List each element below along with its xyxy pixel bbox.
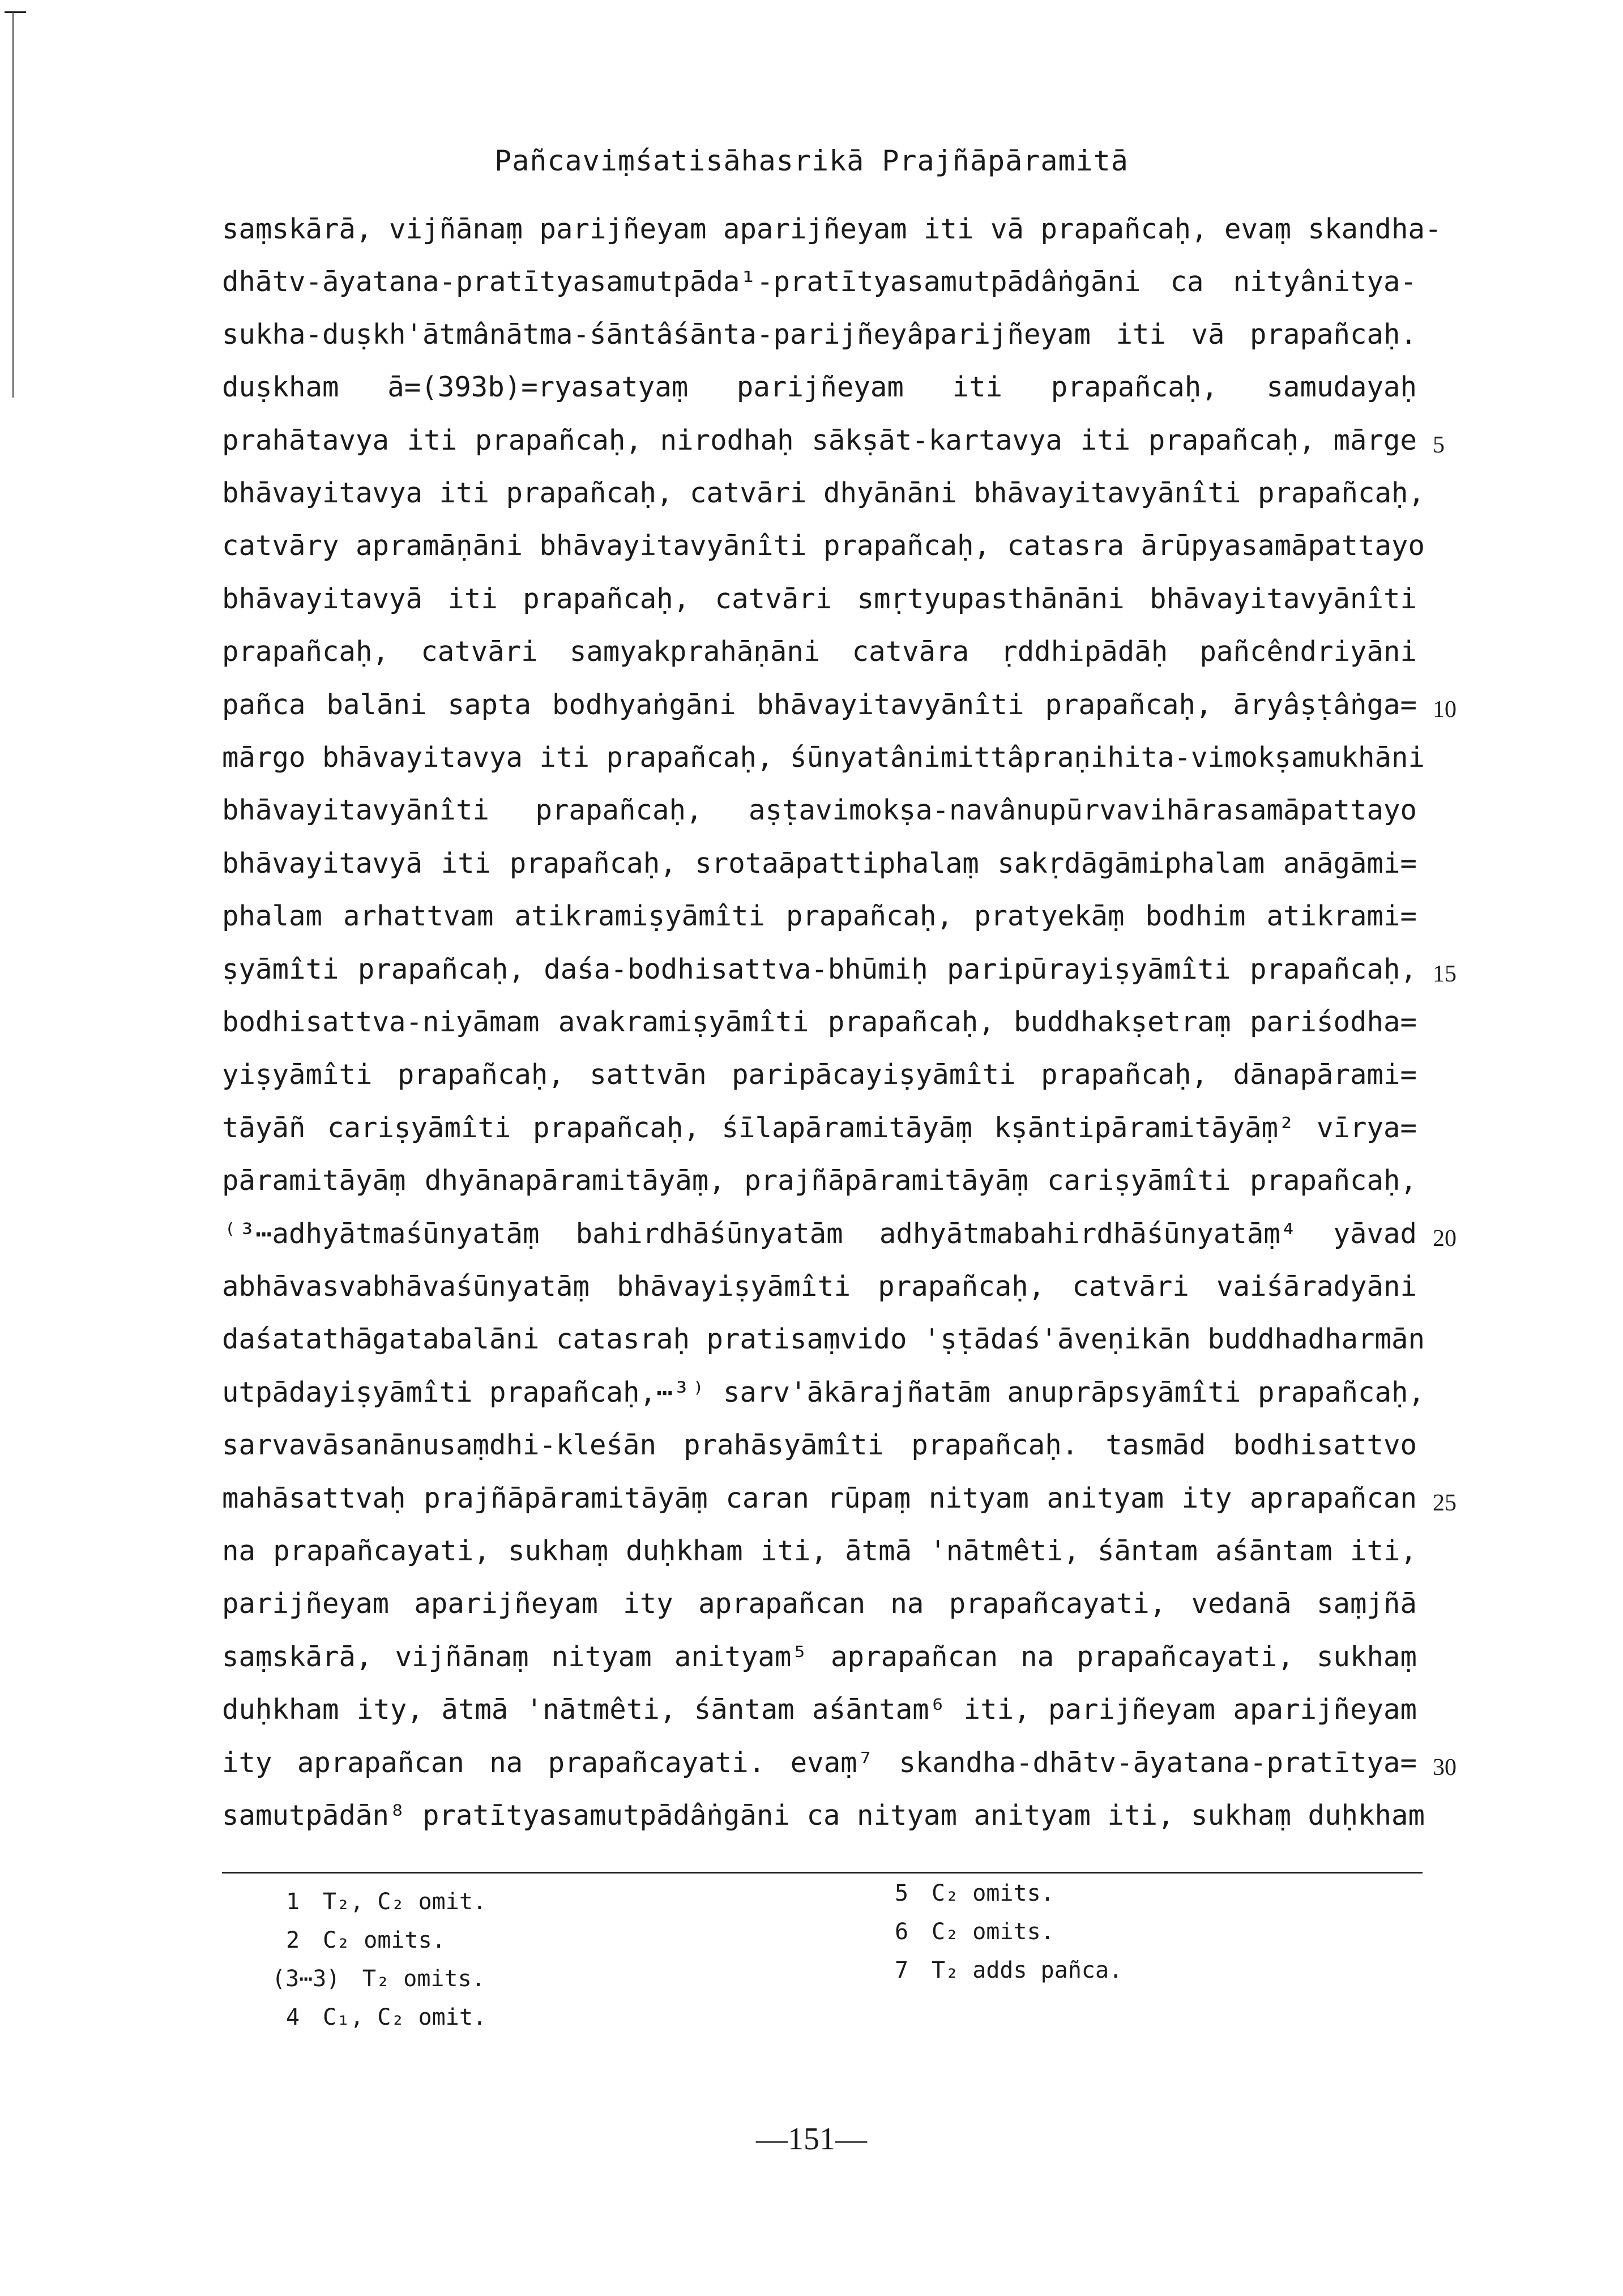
text-line: mārgo bhāvayitavya iti prapañcaḥ, śūnyatânimittâpraṇihita-vimokṣamukhāni bbox=[222, 741, 1425, 774]
footnote-rule bbox=[222, 1872, 1423, 1873]
text-line: mahāsattvaḥ prajñāpāramitāyāṃ caran rūpaṃ nityam anityam ity aprapañcan bbox=[222, 1482, 1417, 1514]
footnote-text: T₂, C₂ omit. bbox=[323, 1889, 486, 1915]
footnote-mark: 4 bbox=[286, 2004, 300, 2030]
text-line: saṃskārā, vijñānaṃ parijñeyam aparijñeyam iti vā prapañcaḥ, evaṃ skandha- bbox=[222, 213, 1442, 245]
text-line: daśatathāgatabalāni catasraḥ pratisaṃvido 'ṣṭādaś'āveṇikān buddhadharmān bbox=[222, 1323, 1425, 1355]
footnote-text: C₂ omits. bbox=[932, 1919, 1054, 1945]
text-line: dhātv-āyatana-pratītyasamutpāda¹-pratītyasamutpādâṅgāni ca nityânitya- bbox=[222, 266, 1417, 298]
margin-line bbox=[12, 12, 14, 398]
text-line: prahātavya iti prapañcaḥ, nirodhaḥ sākṣāt-kartavya iti prapañcaḥ, mārge bbox=[222, 424, 1417, 456]
text-line: utpādayiṣyāmîti prapañcaḥ,⋯³⁾ sarv'ākārajñatām anuprāpsyāmîti prapañcaḥ, bbox=[222, 1376, 1425, 1409]
text-line: sukha-duṣkh'ātmânātma-śāntâśānta-parijñeyâparijñeyam iti vā prapañcaḥ. bbox=[222, 318, 1417, 351]
text-line: samutpādān⁸ pratītyasamutpādâṅgāni ca nityam anityam iti, sukhaṃ duḥkham bbox=[222, 1799, 1425, 1832]
footnote-mark: 5 bbox=[895, 1880, 909, 1906]
text-line: phalam arhattvam atikramiṣyāmîti prapañcaḥ, pratyekāṃ bodhim atikrami= bbox=[222, 900, 1417, 932]
text-line: na prapañcayati, sukhaṃ duḥkham iti, ātmā 'nātmêti, śāntam aśāntam iti, bbox=[222, 1535, 1417, 1567]
text-line: bhāvayitavyā iti prapañcaḥ, catvāri smṛtyupasthānāni bhāvayitavyānîti bbox=[222, 583, 1417, 615]
text-line: duṣkham ā=(393b)=ryasatyaṃ parijñeyam iti prapañcaḥ, samudayaḥ bbox=[222, 371, 1417, 403]
text-line: parijñeyam aparijñeyam ity aprapañcan na prapañcayati, vedanā saṃjñā bbox=[222, 1587, 1417, 1620]
text-line: abhāvasvabhāvaśūnyatāṃ bhāvayiṣyāmîti prapañcaḥ, catvāri vaiśāradyāni bbox=[222, 1270, 1417, 1303]
text-line: bhāvayitavyānîti prapañcaḥ, aṣṭavimokṣa-navânupūrvavihārasamāpattayo bbox=[222, 794, 1417, 826]
text-line: bhāvayitavya iti prapañcaḥ, catvāri dhyānāni bhāvayitavyānîti prapañcaḥ, bbox=[222, 477, 1425, 509]
line-number: 30 bbox=[1433, 1755, 1457, 1781]
text-line: pañca balāni sapta bodhyaṅgāni bhāvayitavyānîti prapañcaḥ, āryâṣṭâṅga= bbox=[222, 689, 1417, 721]
text-line: bodhisattva-niyāmam avakramiṣyāmîti prapañcaḥ, buddhakṣetraṃ pariśodha= bbox=[222, 1006, 1417, 1038]
footnote-mark: (3⋯3) bbox=[272, 1966, 340, 1992]
footnote-mark: 6 bbox=[895, 1919, 909, 1945]
line-number: 10 bbox=[1433, 697, 1457, 723]
text-line: ⁽³⋯adhyātmaśūnyatāṃ bahirdhāśūnyatām adhyātmabahirdhāśūnyatāṃ⁴ yāvad bbox=[222, 1218, 1417, 1250]
footnote-text: T₂ omits. bbox=[362, 1966, 485, 1992]
running-head: Pañcaviṃśatisāhasrikā Prajñāpāramitā bbox=[494, 144, 1129, 177]
footnote-mark: 1 bbox=[286, 1889, 300, 1915]
text-line: yiṣyāmîti prapañcaḥ, sattvān paripācayiṣyāmîti prapañcaḥ, dānapārami= bbox=[222, 1059, 1417, 1091]
line-number: 25 bbox=[1433, 1490, 1457, 1516]
text-line: ity aprapañcan na prapañcayati. evaṃ⁷ skandha-dhātv-āyatana-pratītya= bbox=[222, 1747, 1417, 1779]
text-line: sarvavāsanānusaṃdhi-kleśān prahāsyāmîti prapañcaḥ. tasmād bodhisattvo bbox=[222, 1429, 1417, 1461]
footnote-text: C₁, C₂ omit. bbox=[323, 2004, 486, 2030]
text-line: ṣyāmîti prapañcaḥ, daśa-bodhisattva-bhūmiḥ paripūrayiṣyāmîti prapañcaḥ, bbox=[222, 953, 1417, 985]
footnote-text: C₂ omits. bbox=[323, 1927, 446, 1953]
line-number: 5 bbox=[1433, 432, 1445, 458]
footnote-mark: 2 bbox=[286, 1927, 300, 1953]
footnote-text: C₂ omits. bbox=[932, 1880, 1054, 1906]
text-line: tāyāñ cariṣyāmîti prapañcaḥ, śīlapāramitāyāṃ kṣāntipāramitāyāṃ² vīrya= bbox=[222, 1112, 1417, 1144]
line-number: 15 bbox=[1433, 961, 1457, 987]
text-line: pāramitāyāṃ dhyānapāramitāyāṃ, prajñāpāramitāyāṃ cariṣyāmîti prapañcaḥ, bbox=[222, 1164, 1417, 1197]
footnote-text: T₂ adds pañca. bbox=[932, 1957, 1123, 1983]
text-line: duḥkham ity, ātmā 'nātmêti, śāntam aśāntam⁶ iti, parijñeyam aparijñeyam bbox=[222, 1693, 1417, 1726]
text-line: catvāry apramāṇāni bhāvayitavyānîti prapañcaḥ, catasra ārūpyasamāpattayo bbox=[222, 530, 1425, 562]
text-line: prapañcaḥ, catvāri samyakprahāṇāni catvāra ṛddhipādāḥ pañcêndriyāni bbox=[222, 635, 1417, 668]
text-line: saṃskārā, vijñānaṃ nityam anityam⁵ aprapañcan na prapañcayati, sukhaṃ bbox=[222, 1641, 1417, 1673]
margin-mark bbox=[5, 11, 26, 13]
line-number: 20 bbox=[1433, 1226, 1457, 1252]
footnote-mark: 7 bbox=[895, 1957, 909, 1983]
page-number: —151— bbox=[756, 2122, 867, 2157]
text-line: bhāvayitavyā iti prapañcaḥ, srotaāpattiphalaṃ sakṛdāgāmiphalam anāgāmi= bbox=[222, 847, 1417, 880]
